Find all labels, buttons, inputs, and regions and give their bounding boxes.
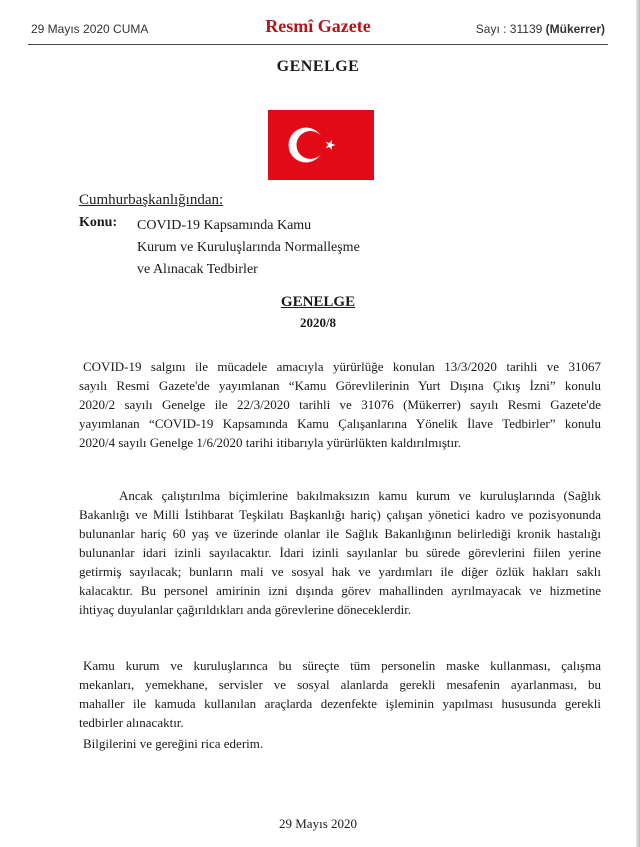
- turkish-flag-icon: [268, 110, 374, 180]
- paragraph-line: sayılı Resmi Gazete'de yayımlanan “Kamu Görevlilerinin Yurt Dışına Çıkış İzni” konulu: [79, 378, 601, 393]
- issuing-authority: Cumhurbaşkanlığından:: [79, 192, 224, 208]
- paragraph-line: ihtiyaç duyulanlar çağırıldıkları anda görevlerine döneceklerdir.: [79, 602, 412, 617]
- paragraph-line: bulunanlar idari izinli sayılacaktır. İdari izinli sayılanlar bu sürede görevlerini fiilen yerine: [79, 545, 601, 560]
- page-edge-shadow: [636, 0, 640, 847]
- paragraph-line: Bakanlığı ve Milli İstihbarat Teşkilatı Başkanlığı hariç) çalışan yönetici kadro ve pozisyonunda: [79, 507, 601, 522]
- closing-date: 29 Mayıs 2020: [279, 816, 357, 831]
- subject-line: Kurum ve Kuruluşlarında Normalleşme: [137, 240, 360, 255]
- paragraph-line: mahaller ile kamuda kullanılan araçlarda dezenfekte işleminin yapılması hususunda gerekli: [79, 696, 601, 711]
- paragraph-line: 2020/2 sayılı Genelge ile 22/3/2020 tarihli ve 31076 (Mükerrer) sayılı Resmi Gazete'de: [79, 397, 601, 412]
- paragraph-line: Kamu kurum ve kuruluşlarınca bu süreçte tüm personelin maske kullanması, çalışma: [83, 658, 601, 673]
- subject-line: ve Alınacak Tedbirler: [137, 262, 258, 277]
- paragraph-line: yayımlanan “COVID-19 Kapsamında Kamu Çalışanlarına Yönelik İlave Tedbirler” konulu: [79, 416, 601, 431]
- paragraph-1: [79, 357, 601, 452]
- paragraph-line: kalacaktır. Bu personel amirinin izni dışında görev mahallinden ayrılmayacak ve hizmetine: [79, 583, 601, 598]
- paragraph-4: [79, 734, 601, 753]
- issue-number: [476, 22, 605, 36]
- flag-crescent-inner: [297, 131, 325, 159]
- paragraph-line: 2020/4 sayılı Genelge 1/6/2020 tarihi itibarıyla yürürlükten kaldırılmıştır.: [79, 435, 461, 450]
- circular-title: GENELGE: [280, 294, 356, 310]
- subject-label: Konu:: [79, 215, 118, 230]
- paragraph-2: [79, 486, 601, 619]
- subject-line: COVID-19 Kapsamında Kamu: [137, 218, 312, 233]
- gazette-header: [31, 14, 605, 42]
- paragraph-line: COVID-19 salgını ile mücadele amacıyla yürürlüğe konulan 13/3/2020 tarihli ve 31067: [83, 359, 601, 374]
- paragraph-line: tedbirler alınacaktır.: [79, 715, 184, 730]
- paragraph-line: getirmiş sayılacak; bunların mali ve sosyal hak ve yardımları ile diğer özlük hakları saklı: [79, 564, 601, 579]
- issue-label: Sayı : 31139: [475, 22, 543, 36]
- paragraph-line: mekanları, yemekhane, servisler ve sosyal alanlarda gerekli mesafenin ayarlanması, bu: [79, 677, 601, 692]
- paragraph-line: Bilgilerini ve gereğini rica ederim.: [83, 736, 264, 751]
- paragraph-line: bulunanlar hariç 60 yaş ve üzerinde olanlar ile Sağlık Bakanlığının belirlediği kronik hastalığı: [79, 526, 601, 541]
- circular-number: 2020/8: [299, 315, 337, 330]
- document-type-heading: GENELGE: [276, 58, 360, 75]
- header-date: 29 Mayıs 2020 CUMA: [31, 22, 149, 36]
- paragraph-3: [79, 656, 601, 732]
- issue-note: (Mükerrer): [545, 22, 605, 36]
- subject-text: [137, 215, 360, 281]
- header-divider: [28, 44, 608, 45]
- gazette-title: Resmî Gazete: [265, 16, 371, 36]
- paragraph-line: Ancak çalıştırılma biçimlerine bakılmaksızın kamu kurum ve kuruluşlarında (Sağlık: [119, 488, 601, 503]
